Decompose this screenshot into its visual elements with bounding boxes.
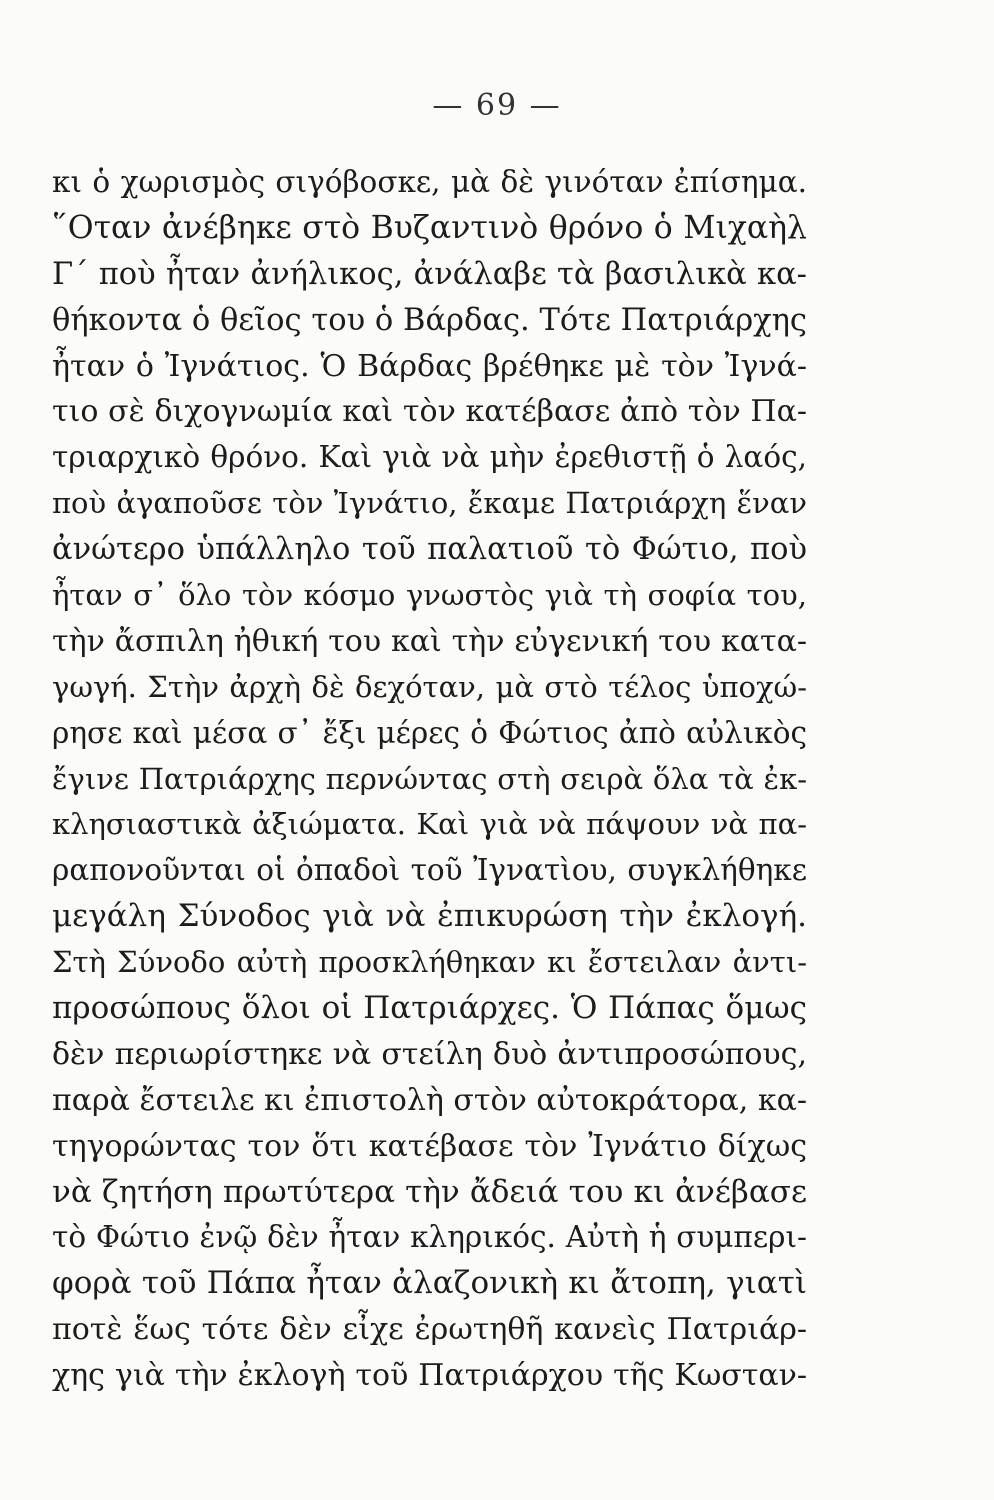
text-line: ἦταν σ᾿ ὅλο τὸν κόσμο γνωστὸς γιὰ τὴ σοφία του, (52, 578, 807, 613)
text-line: θήκοντα ὁ θεῖος του ὁ Βάρδας. Τότε Πατριάρχης (52, 302, 807, 338)
text-line: τὸ Φώτιο ἐνῷ δὲν ἦταν κληρικός. Αὐτὴ ἡ συμπερι- (52, 1220, 807, 1255)
text-line: ρησε καὶ μέσα σ᾿ ἔξι μέρες ὁ Φώτιος ἀπὸ αὐλικὸς (52, 715, 807, 750)
text-line: Στὴ Σύνοδο αὐτὴ προσκλήθηκαν κι ἔστειλαν ἀντι- (52, 945, 807, 980)
text-line: προσώπους ὅλοι οἱ Πατριάρχες. Ὁ Πάπας ὅμως (52, 990, 807, 1027)
text-line: τριαρχικὸ θρόνο. Καὶ γιὰ νὰ μὴν ἐρεθιστῇ ὁ λαός, (52, 440, 807, 475)
text-line: ραπονοῦνται οἱ ὀπαδοὶ τοῦ Ἰγνατὶου, συγκλήθηκε (52, 853, 807, 888)
text-line: ποὺ ἀγαποῦσε τὸν Ἰγνάτιο, ἔκαμε Πατριάρχη ἕναν (52, 486, 807, 521)
text-line: ἔγινε Πατριάρχης περνώντας στὴ σειρὰ ὅλα τὰ ἐκ- (52, 761, 807, 796)
text-line: ἦταν ὁ Ἰγνάτιος. Ὁ Βάρδας βρέθηκε μὲ τὸν Ἰγνά- (52, 348, 807, 384)
text-line: νὰ ζητήση πρωτύτερα τὴν ἄδειά του κι ἀνέβασε (52, 1173, 807, 1210)
text-line: ῞Οταν ἀνέβηκε στὸ Βυζαντινὸ θρόνο ὁ Μιχαὴλ (52, 209, 807, 246)
text-line: ἀνώτερο ὑπάλληλο τοῦ παλατιοῦ τὸ Φώτιο, ποὺ (52, 532, 807, 568)
text-line: κι ὁ χωρισμὸς σιγόβοσκε, μὰ δὲ γινόταν ἐπίσημα. (52, 165, 807, 199)
body-text (52, 160, 807, 1399)
text-line: γωγή. Στὴν ἀρχὴ δὲ δεχόταν, μὰ στὸ τέλος ὑποχώ- (52, 669, 807, 704)
text-line: μεγάλη Σύνοδος γιὰ νὰ ἐπικυρώση τὴν ἐκλογή. (52, 898, 807, 935)
text-line: παρὰ ἔστειλε κι ἐπιστολὴ στὸν αὐτοκράτορα, κα- (52, 1082, 807, 1118)
text-line: τηγορώντας τον ὅτι κατέβασε τὸν Ἰγνάτιο δίχως (52, 1128, 807, 1164)
text-line: φορὰ τοῦ Πάπα ἦταν ἀλαζονικὴ κι ἄτοπη, γιατὶ (52, 1265, 807, 1302)
text-line: ποτὲ ἕως τότε δὲν εἶχε ἐρωτηθῆ κανεὶς Πατριάρ- (52, 1312, 807, 1348)
text-line: κλησιαστικὰ ἀξιώματα. Καὶ γιὰ νὰ πάψουν νὰ πα- (52, 807, 807, 842)
text-line: τιο σὲ διχογνωμία καὶ τὸν κατέβασε ἀπὸ τὸν Πα- (52, 394, 807, 430)
page-number: — 69 — (432, 88, 562, 123)
text-line: Γ΄ ποὺ ἦταν ἀνήλικος, ἀνάλαβε τὰ βασιλικὰ κα- (52, 256, 807, 292)
text-line: τὴν ἄσπιλη ἠθική του καὶ τὴν εὐγενική του κατα- (52, 623, 807, 659)
text-line: χης γιὰ τὴν ἐκλογὴ τοῦ Πατριάρχου τῆς Κωσταν- (52, 1358, 807, 1394)
text-line: δὲν περιωρίστηκε νὰ στείλη δυὸ ἀντιπροσώπους, (52, 1036, 807, 1072)
